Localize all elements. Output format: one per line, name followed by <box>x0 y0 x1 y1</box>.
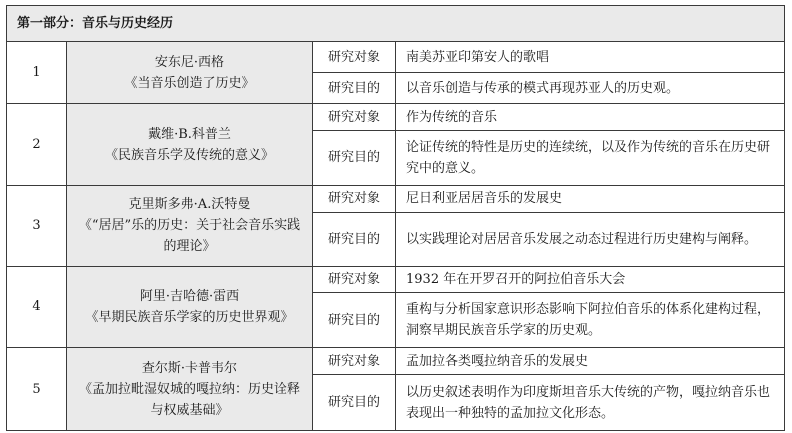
table-row <box>7 266 785 293</box>
research-purpose: 以音乐创造与传承的模式再现苏亚人的历史观。 <box>396 73 785 104</box>
work-title: 《早期民族音乐学家的历史世界观》 <box>85 309 294 325</box>
section-title: 第一部分：音乐与历史经历 <box>7 6 785 42</box>
author-name: 克里斯多弗·A.沃特曼 <box>128 197 251 213</box>
table-row <box>7 42 785 73</box>
label-research-purpose: 研究目的 <box>313 212 396 266</box>
row-number: 5 <box>7 348 67 431</box>
label-research-object: 研究对象 <box>313 42 396 73</box>
research-object: 1932 年在开罗召开的阿拉伯音乐大会 <box>396 266 785 293</box>
research-table <box>6 5 785 431</box>
work-title: 《民族音乐学及传统的意义》 <box>104 147 274 163</box>
section-header-row <box>7 6 785 42</box>
author-name: 戴维·B.科普兰 <box>148 126 231 142</box>
research-purpose: 重构与分析国家意识形态影响下阿拉伯音乐的体系化建构过程，洞察早期民族音乐学家的历史观。 <box>396 293 785 348</box>
work-cell <box>67 185 313 266</box>
work-title: 《“居居”乐的历史：关于社会音乐实践的理论》 <box>78 218 301 255</box>
table-row <box>7 185 785 212</box>
research-object: 尼日利亚居居音乐的发展史 <box>396 185 785 212</box>
work-cell <box>67 348 313 431</box>
label-research-object: 研究对象 <box>313 104 396 131</box>
label-research-purpose: 研究目的 <box>313 375 396 431</box>
row-number: 3 <box>7 185 67 266</box>
label-research-object: 研究对象 <box>313 348 396 375</box>
research-purpose: 以实践理论对居居音乐发展之动态过程进行历史建构与阐释。 <box>396 212 785 266</box>
work-cell <box>67 266 313 348</box>
author-name: 查尔斯·卡普韦尔 <box>141 360 238 376</box>
author-name: 安东尼·西格 <box>154 54 225 70</box>
work-cell <box>67 42 313 104</box>
research-object: 孟加拉各类嘎拉纳音乐的发展史 <box>396 348 785 375</box>
work-title: 《当音乐创造了历史》 <box>124 75 255 91</box>
label-research-purpose: 研究目的 <box>313 73 396 104</box>
label-research-object: 研究对象 <box>313 185 396 212</box>
label-research-purpose: 研究目的 <box>313 293 396 348</box>
row-number: 4 <box>7 266 67 348</box>
table-row <box>7 104 785 131</box>
research-purpose: 论证传统的特性是历史的连续统，以及作为传统的音乐在历史研究中的意义。 <box>396 131 785 186</box>
table-row <box>7 348 785 375</box>
research-object: 作为传统的音乐 <box>396 104 785 131</box>
row-number: 1 <box>7 42 67 104</box>
research-purpose: 以历史叙述表明作为印度斯坦音乐大传统的产物，嘎拉纳音乐也表现出一种独特的孟加拉文化形态。 <box>396 375 785 431</box>
row-number: 2 <box>7 104 67 186</box>
label-research-object: 研究对象 <box>313 266 396 293</box>
work-title: 《孟加拉毗湿奴城的嘎拉纳：历史诠释与权威基础》 <box>78 381 300 418</box>
research-object: 南美苏亚印第安人的歌唱 <box>396 42 785 73</box>
label-research-purpose: 研究目的 <box>313 131 396 186</box>
author-name: 阿里·吉哈德·雷西 <box>139 288 240 304</box>
work-cell <box>67 104 313 186</box>
